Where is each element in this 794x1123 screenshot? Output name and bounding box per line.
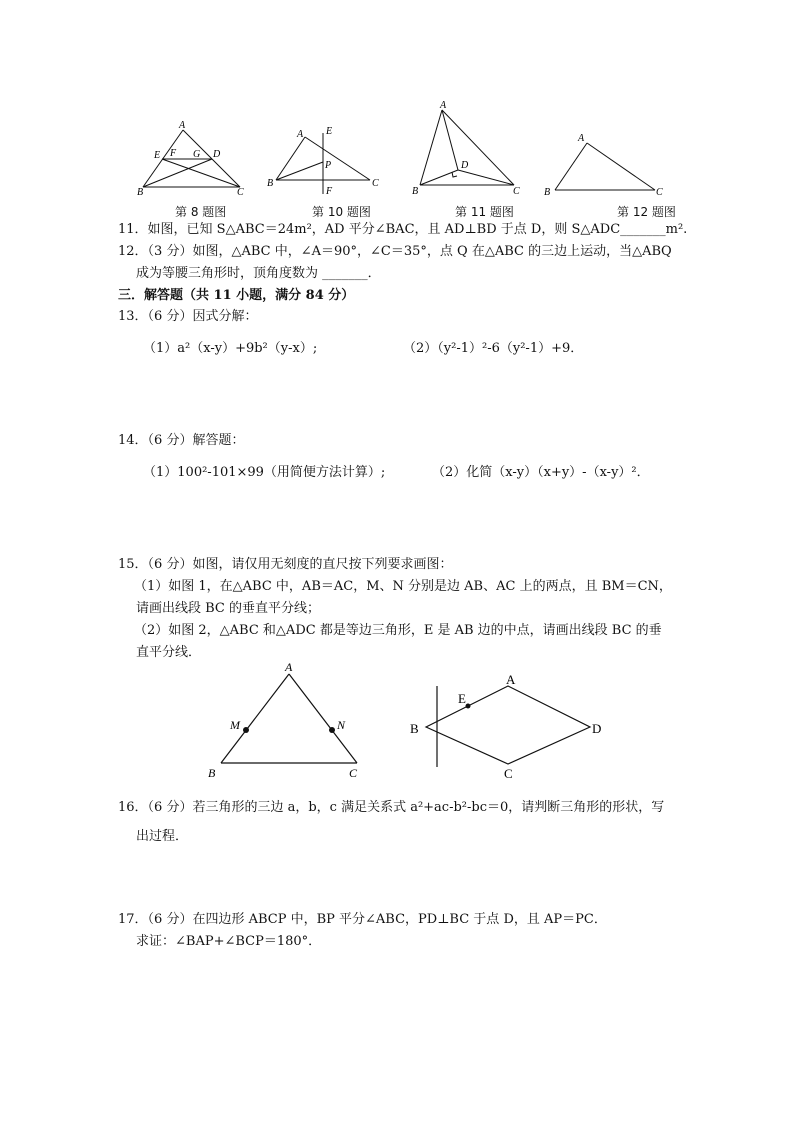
question-15-part1-line2: 请画出线段 BC 的垂直平分线； [136, 601, 321, 616]
caption-fig12: 第 12 题图 [617, 205, 676, 219]
fig12-label-a: A [578, 133, 585, 144]
question-12-line2: 成为等腰三角形时，顶角度数为 _______． [136, 266, 381, 281]
question-13-part1: （1）a²（x-y）+9b²（y-x）; [143, 341, 318, 356]
figure-12 [555, 143, 655, 190]
fig10-label-b: B [267, 178, 274, 189]
question-15-part1-line1: （1）如图 1，在△ABC 中，AB＝AC，M、N 分别是边 AB、AC 上的两点，且 BM＝CN， [134, 579, 672, 594]
fig8-label-f: F [170, 148, 177, 159]
fig15b-label-a: A [506, 672, 516, 687]
question-17-line2: 求证：∠BAP+∠BCP＝180°． [136, 934, 322, 949]
fig15b-label-d: D [592, 721, 602, 736]
fig15b-label-c: C [504, 766, 513, 781]
question-16-line1: 16．（6 分）若三角形的三边 a，b，c 满足关系式 a²+ac-b²-bc＝0，请判断三角形的形状，写 [118, 800, 665, 815]
fig8-label-g: G [193, 149, 201, 160]
figure-row-q15 [0, 650, 794, 790]
fig10-label-c: C [372, 178, 379, 189]
figure-row-top [0, 0, 794, 230]
fig8-label-d: D [213, 149, 221, 160]
fig10-label-p: P [325, 160, 332, 171]
fig10-label-f: F [326, 186, 333, 197]
fig15b-point-e [466, 704, 471, 709]
fig15a-label-a: A [285, 660, 293, 674]
caption-fig8: 第 8 题图 [175, 205, 227, 219]
question-15-part2-line1: （2）如图 2，△ABC 和△ADC 都是等边三角形，E 是 AB 边的中点，请画出线段 BC 的垂 [134, 623, 662, 638]
figure-15-2 [426, 686, 590, 767]
fig8-label-b: B [137, 187, 144, 198]
question-14: 14．（6 分）解答题： [118, 433, 245, 448]
question-16-line2: 出过程． [136, 829, 189, 844]
fig15b-label-b: B [410, 721, 419, 736]
fig10-label-e: E [326, 126, 333, 137]
fig11-label-b: B [412, 186, 419, 197]
caption-fig10: 第 10 题图 [312, 205, 371, 219]
fig8-label-e: E [154, 150, 161, 161]
fig15b-label-e: E [458, 691, 466, 706]
fig15a-label-m: M [230, 718, 240, 732]
question-13: 13．（6 分）因式分解： [118, 309, 258, 324]
caption-fig11: 第 11 题图 [455, 205, 514, 219]
question-15: 15．（6 分）如图，请仅用无刻度的直尺按下列要求画图： [118, 557, 453, 572]
fig8-label-c: C [237, 187, 244, 198]
question-14-part2: （2）化简（x-y）（x+y）-（x-y）²． [432, 465, 650, 480]
question-13-part2: （2）（y²-1）²-6（y²-1）+9． [403, 341, 584, 356]
fig10-label-a: A [297, 129, 304, 140]
question-14-part1: （1）100²-101×99（用简便方法计算）; [143, 465, 386, 480]
fig11-label-d: D [461, 160, 469, 171]
question-11: 11．如图，已知 S△ABC＝24m²，AD 平分∠BAC，且 AD⊥BD 于点 D，则 S△ADC_______m². [118, 222, 688, 237]
fig15a-label-n: N [337, 718, 346, 732]
fig15a-label-c: C [349, 766, 358, 780]
fig12-label-c: C [656, 187, 663, 198]
fig15a-label-b: B [208, 766, 216, 780]
fig11-label-c: C [513, 186, 520, 197]
fig15a-point-m [243, 727, 249, 733]
section-3-heading: 三．解答题（共 11 小题，满分 84 分） [118, 288, 355, 303]
fig12-label-b: B [544, 187, 551, 198]
question-12-line1: 12．（3 分）如图，△ABC 中，∠A＝90°，∠C＝35°，点 Q 在△ABC 的三边上运动，当△ABQ [118, 244, 672, 259]
fig8-label-a: A [179, 120, 186, 131]
question-15-part2-line2: 直平分线． [136, 645, 202, 660]
question-17-line1: 17．（6 分）在四边形 ABCP 中，BP 平分∠ABC，PD⊥BC 于点 D，且 AP＝PC． [118, 912, 607, 927]
figure-11 [420, 110, 514, 185]
fig11-label-a: A [440, 100, 447, 111]
fig15a-point-n [329, 727, 335, 733]
figure-10 [276, 133, 370, 194]
